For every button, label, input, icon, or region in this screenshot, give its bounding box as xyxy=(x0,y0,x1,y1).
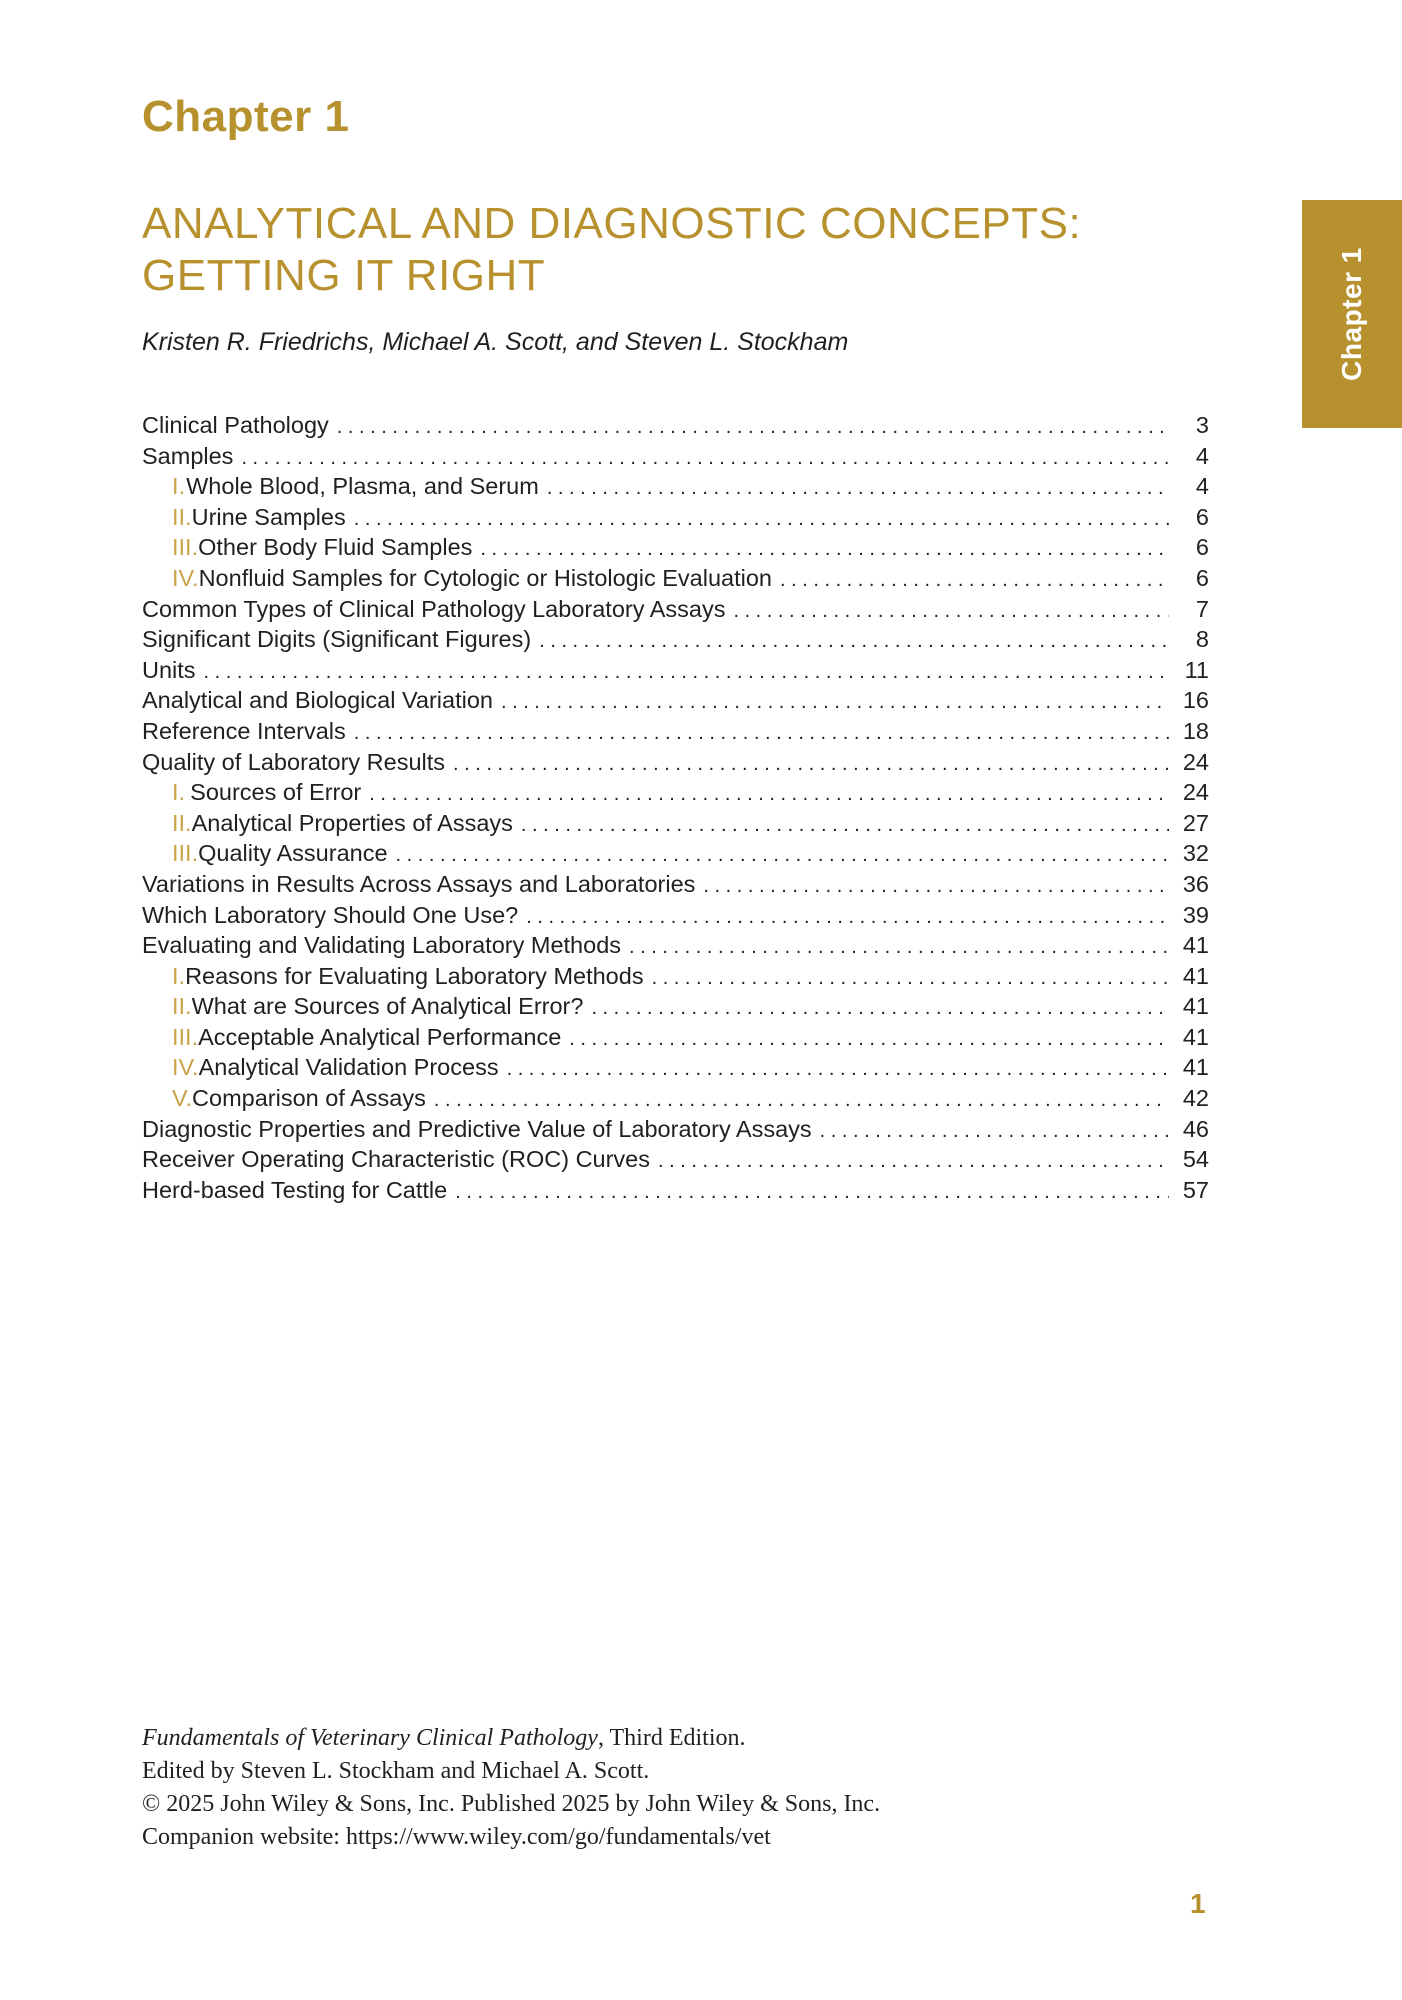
chapter-side-tab-label: Chapter 1 xyxy=(1336,247,1367,381)
toc-entry-page: 42 xyxy=(1182,1085,1209,1112)
footer-book-title: Fundamentals of Veterinary Clinical Pathology xyxy=(142,1725,598,1751)
toc-entry-title: Nonfluid Samples for Cytologic or Histologic Evaluation xyxy=(198,564,772,591)
toc-entry-page: 57 xyxy=(1182,1176,1209,1203)
toc-dot-leader xyxy=(434,1085,1169,1116)
toc-entry-title: Quality of Laboratory Results xyxy=(142,748,446,775)
toc-dot-leader xyxy=(652,963,1169,994)
toc-entry-number: IV. xyxy=(172,1054,199,1081)
toc-entry-title: Samples xyxy=(142,442,234,469)
toc-entry-title: Analytical and Biological Variation xyxy=(142,687,493,714)
toc-entry[interactable] xyxy=(142,716,1209,747)
toc-entry[interactable] xyxy=(142,1114,1209,1145)
toc-entry-title: Analytical Properties of Assays xyxy=(191,809,513,836)
toc-entry-page: 11 xyxy=(1184,656,1209,683)
toc-entry-page: 4 xyxy=(1195,442,1209,469)
toc-entry-title: Clinical Pathology xyxy=(142,412,329,438)
toc-entry-page: 41 xyxy=(1182,962,1209,989)
toc-entry-number: III. xyxy=(172,840,199,867)
authors: Kristen R. Friedrichs, Michael A. Scott, and Steven L. Stockham xyxy=(142,328,849,356)
toc-entry-title: Common Types of Clinical Pathology Laboratory Assays xyxy=(142,595,726,622)
toc-entry-page: 54 xyxy=(1182,1146,1209,1173)
toc-entry-title: Diagnostic Properties and Predictive Value of Laboratory Assays xyxy=(142,1115,812,1142)
toc-entry-title: Acceptable Analytical Performance xyxy=(198,1023,562,1050)
toc-dot-leader xyxy=(733,596,1169,627)
toc-entry[interactable] xyxy=(142,1083,1209,1114)
toc-entry-title: Herd-based Testing for Cattle xyxy=(142,1176,448,1203)
toc-entry-page: 36 xyxy=(1182,870,1209,897)
toc-entry-page: 3 xyxy=(1195,412,1209,438)
toc-entry-number: I. xyxy=(172,473,186,500)
toc-dot-leader xyxy=(337,412,1169,443)
footer-copyright: © 2025 John Wiley & Sons, Inc. Published 2025 by John Wiley & Sons, Inc. xyxy=(142,1791,881,1817)
toc-entry-title: Reasons for Evaluating Laboratory Methods xyxy=(185,962,644,989)
footer-editors: Edited by Steven L. Stockham and Michael A. Scott. xyxy=(142,1758,650,1784)
toc-entry-page: 6 xyxy=(1195,564,1209,591)
toc-entry-page: 6 xyxy=(1195,534,1209,561)
toc-entry[interactable] xyxy=(142,991,1209,1022)
chapter-side-tab xyxy=(1302,200,1402,428)
chapter-title-line-1: ANALYTICAL AND DIAGNOSTIC CONCEPTS: xyxy=(142,199,1082,248)
toc-dot-leader xyxy=(455,1177,1169,1208)
footer-website: Companion website: https://www.wiley.com/go/fundamentals/vet xyxy=(142,1824,771,1850)
toc-dot-leader xyxy=(539,626,1169,657)
toc-dot-leader xyxy=(369,779,1169,810)
page-number: 1 xyxy=(1190,1888,1206,1919)
toc-entry[interactable] xyxy=(142,410,1209,441)
toc-entry[interactable] xyxy=(142,838,1209,869)
toc-entry-page: 8 xyxy=(1195,626,1209,653)
toc-entry-title: Evaluating and Validating Laboratory Methods xyxy=(142,932,622,959)
toc-dot-leader xyxy=(354,504,1169,535)
toc-dot-leader xyxy=(480,534,1169,565)
footer-edition: , Third Edition. xyxy=(597,1725,746,1751)
footer-book-line xyxy=(142,1722,880,1755)
toc-entry-title: Urine Samples xyxy=(191,503,346,530)
toc-entry-page: 39 xyxy=(1182,901,1209,928)
toc-entry-page: 16 xyxy=(1182,687,1209,714)
toc-entry-number: V. xyxy=(172,1085,193,1112)
toc-entry-number: II. xyxy=(172,809,192,836)
toc-dot-leader xyxy=(703,871,1169,902)
toc-dot-leader xyxy=(204,657,1169,688)
toc-dot-leader xyxy=(521,810,1169,841)
toc-entry-number: III. xyxy=(172,534,199,561)
toc-entry-page: 41 xyxy=(1182,932,1209,959)
toc-entry-title: Variations in Results Across Assays and Laboratories xyxy=(142,870,696,897)
toc-entry-title: Whole Blood, Plasma, and Serum xyxy=(186,473,539,500)
toc-entry[interactable] xyxy=(142,777,1209,808)
toc-entry[interactable] xyxy=(142,1144,1209,1175)
toc-entry[interactable] xyxy=(142,441,1209,472)
toc-entry[interactable] xyxy=(142,685,1209,716)
toc-dot-leader xyxy=(501,687,1169,718)
toc-entry-title: Quality Assurance xyxy=(198,840,388,867)
toc-entry-title: Other Body Fluid Samples xyxy=(198,534,473,561)
toc-entry-page: 41 xyxy=(1182,1054,1209,1081)
toc-entry[interactable] xyxy=(142,502,1209,533)
toc-entry-title: Which Laboratory Should One Use? xyxy=(142,901,519,928)
toc-dot-leader xyxy=(354,718,1169,749)
toc-entry[interactable] xyxy=(142,532,1209,563)
toc-entry[interactable] xyxy=(142,961,1209,992)
toc-entry-page: 27 xyxy=(1182,809,1209,836)
toc-entry-number: III. xyxy=(172,1023,199,1050)
toc-entry[interactable] xyxy=(142,563,1209,594)
toc-dot-leader xyxy=(658,1146,1169,1177)
toc-entry-page: 18 xyxy=(1182,717,1209,744)
toc-entry-title: Analytical Validation Process xyxy=(198,1054,499,1081)
toc-entry-number: II. xyxy=(172,503,192,530)
toc-entry[interactable] xyxy=(142,1022,1209,1053)
toc-dot-leader xyxy=(820,1116,1169,1147)
toc-dot-leader xyxy=(591,993,1169,1024)
toc-entry[interactable] xyxy=(142,594,1209,625)
toc-dot-leader xyxy=(629,932,1169,963)
toc-entry-page: 6 xyxy=(1195,503,1209,530)
toc-entry[interactable] xyxy=(142,655,1209,686)
toc-entry-page: 24 xyxy=(1182,748,1209,775)
toc-entry[interactable] xyxy=(142,1052,1209,1083)
toc-dot-leader xyxy=(547,473,1169,504)
toc-entry-number: II. xyxy=(172,993,192,1020)
toc-entry-title: Units xyxy=(142,656,196,683)
toc-entry-title: Reference Intervals xyxy=(142,717,346,744)
toc-entry-number: I. xyxy=(172,779,186,806)
toc-entry-page: 46 xyxy=(1182,1115,1209,1142)
toc-entry-title: Significant Digits (Significant Figures) xyxy=(142,626,532,653)
toc-entry-page: 32 xyxy=(1182,840,1209,867)
toc-entry-title: Comparison of Assays xyxy=(192,1085,426,1112)
toc-dot-leader xyxy=(241,443,1169,474)
footer-citation xyxy=(142,1722,880,1854)
toc-entry-number: IV. xyxy=(172,564,199,591)
toc-dot-leader xyxy=(396,840,1169,871)
toc-dot-leader xyxy=(507,1054,1169,1085)
toc-entry[interactable] xyxy=(142,930,1209,961)
toc-entry-page: 7 xyxy=(1195,595,1209,622)
chapter-title xyxy=(142,198,1142,302)
toc-entry[interactable] xyxy=(142,808,1209,839)
toc-entry-number: I. xyxy=(172,962,186,989)
toc-entry-page: 4 xyxy=(1195,473,1209,500)
toc-entry[interactable] xyxy=(142,747,1209,778)
toc-entry[interactable] xyxy=(142,471,1209,502)
toc-entry[interactable] xyxy=(142,869,1209,900)
toc-entry-page: 41 xyxy=(1182,1023,1209,1050)
toc-dot-leader xyxy=(526,902,1169,933)
toc-entry-title: Receiver Operating Characteristic (ROC) Curves xyxy=(142,1146,651,1173)
toc-dot-leader xyxy=(569,1024,1169,1055)
toc-entry[interactable] xyxy=(142,624,1209,655)
toc-entry[interactable] xyxy=(142,900,1209,931)
chapter-title-line-2: GETTING IT RIGHT xyxy=(142,251,546,300)
chapter-label: Chapter 1 xyxy=(142,92,350,141)
toc-dot-leader xyxy=(780,565,1169,596)
toc-dot-leader xyxy=(453,749,1169,780)
toc-entry[interactable] xyxy=(142,1175,1209,1206)
toc-entry-page: 41 xyxy=(1182,993,1209,1020)
table-of-contents xyxy=(142,410,1209,1205)
toc-entry-title: What are Sources of Analytical Error? xyxy=(191,993,584,1020)
toc-entry-page: 24 xyxy=(1182,779,1209,806)
toc-entry-title: Sources of Error xyxy=(190,779,362,806)
